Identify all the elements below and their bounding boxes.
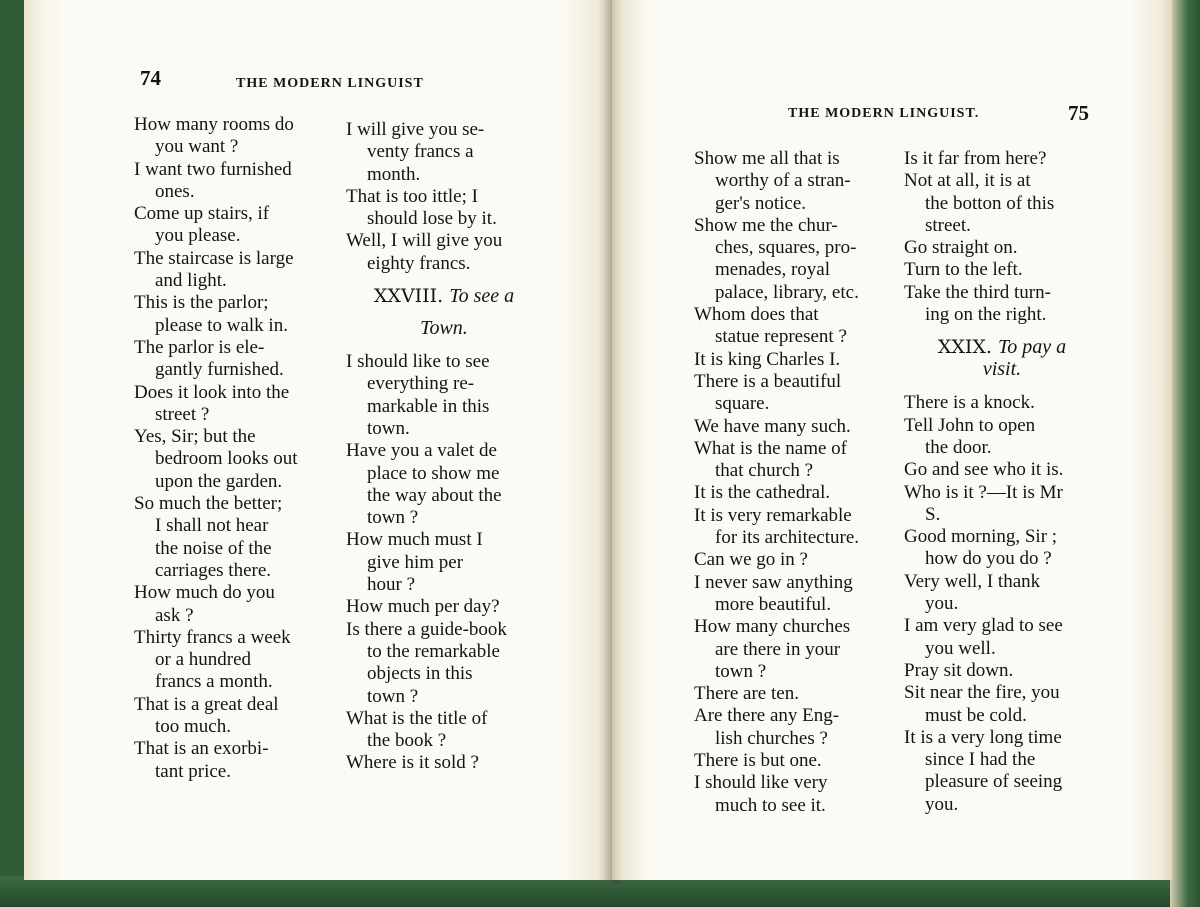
phrase-entry <box>134 292 330 337</box>
phrase-line: Pray sit down. <box>904 659 1014 681</box>
phrase-line: Turn to the left. <box>904 259 1023 281</box>
phrase-line: Where is it sold ? <box>346 752 479 774</box>
phrase-entry <box>134 426 330 493</box>
running-head: THE MODERN LINGUIST. <box>788 106 980 121</box>
section-title-line2: Town. <box>420 317 468 340</box>
phrase-entry <box>134 493 330 582</box>
phrase-line: you. <box>925 593 959 615</box>
phrase-entry <box>346 119 542 186</box>
phrase-line: Go straight on. <box>904 237 1018 259</box>
phrase-line: you please. <box>155 225 241 247</box>
phrase-entry <box>134 738 330 783</box>
phrase-entry <box>346 186 542 231</box>
phrase-entry <box>694 572 894 617</box>
phrase-line: that church ? <box>715 460 814 482</box>
phrase-line: Show me the chur- <box>694 214 838 236</box>
phrase-entry <box>346 596 542 618</box>
section-number: XXIX. <box>937 336 992 359</box>
phrase-line: Sit near the fire, you <box>904 682 1060 704</box>
phrase-line: How much per day? <box>346 596 500 618</box>
phrase-line: statue represent ? <box>715 326 847 348</box>
phrase-line: worthy of a stran- <box>715 170 851 192</box>
phrase-line: the botton of this <box>925 192 1055 214</box>
phrase-line: How many rooms do <box>134 114 294 135</box>
phrase-entry <box>904 392 1100 414</box>
phrase-line: Are there any Eng- <box>694 705 840 727</box>
phrase-line: How many churches <box>694 616 851 638</box>
phrase-line: There is a beautiful <box>694 370 842 392</box>
phrase-line: Very well, I thank <box>904 570 1041 592</box>
page-number: 74 <box>140 66 161 90</box>
phrase-entry <box>346 230 542 275</box>
phrase-line: the noise of the <box>155 537 272 559</box>
phrase-line: What is the name of <box>694 437 848 459</box>
phrase-line: tant price. <box>155 760 231 782</box>
phrase-entry <box>346 529 542 596</box>
phrase-line: Who is it ?—It is Mr <box>904 481 1063 503</box>
phrase-line: Yes, Sir; but the <box>134 426 256 448</box>
phrase-entry <box>904 459 1100 481</box>
phrase-entry <box>134 582 330 627</box>
section-title-line1: To pay a <box>998 336 1067 359</box>
phrase-line: francs a month. <box>155 671 273 693</box>
section-title-line2: visit. <box>982 358 1022 381</box>
phrase-line: please to walk in. <box>155 314 288 336</box>
phrase-entry <box>134 694 330 739</box>
left-page <box>24 0 612 880</box>
phrase-entry <box>694 505 894 550</box>
phrase-line: much to see it. <box>715 794 826 816</box>
phrase-entry <box>694 148 894 215</box>
phrase-line: I want two furnished <box>134 158 292 180</box>
phrase-line: town ? <box>367 507 419 529</box>
phrase-line: square. <box>715 393 770 415</box>
phrase-line: upon the garden. <box>155 470 283 492</box>
phrase-line: for its architecture. <box>715 527 860 549</box>
phrase-line: Go and see who it is. <box>904 459 1064 481</box>
phrase-line: bedroom looks out <box>155 448 298 470</box>
phrase-line: to the remarkable <box>367 640 500 662</box>
section-heading-xxix <box>904 336 1100 380</box>
phrase-entry <box>134 159 330 204</box>
phrase-line: I should like very <box>694 772 828 794</box>
phrase-entry <box>694 705 894 750</box>
phrase-entry <box>694 750 894 772</box>
phrase-line: you well. <box>925 637 996 659</box>
phrase-entry <box>694 304 894 349</box>
phrase-line: We have many such. <box>694 415 851 437</box>
phrase-entry <box>346 619 542 708</box>
phrase-line: That is an exorbi- <box>134 738 269 760</box>
phrase-line: more beautiful. <box>715 593 832 615</box>
phrase-entry <box>694 438 894 483</box>
phrase-line: eighty francs. <box>367 252 471 274</box>
phrase-line: It is very remarkable <box>694 504 852 526</box>
left-column-2-entries-continued <box>346 351 542 775</box>
phrase-line: I shall not hear <box>155 515 269 537</box>
phrase-entry <box>134 248 330 293</box>
left-column-2 <box>346 119 542 775</box>
phrase-line: So much the better; <box>134 493 283 515</box>
phrase-line: ger's notice. <box>715 192 807 214</box>
phrase-entry <box>904 682 1100 727</box>
phrase-line: I am very glad to see <box>904 615 1063 637</box>
phrase-line: I will give you se- <box>346 119 485 140</box>
phrase-line: menades, royal <box>715 259 831 281</box>
phrase-line: That is a great deal <box>134 693 279 715</box>
phrase-line: Thirty francs a week <box>134 626 291 648</box>
running-head: THE MODERN LINGUIST <box>236 76 424 91</box>
phrase-entry <box>904 727 1100 816</box>
phrase-entry <box>904 571 1100 616</box>
phrase-line: give him per <box>367 551 464 573</box>
phrase-line: place to show me <box>367 462 500 484</box>
phrase-entry <box>694 416 894 438</box>
phrase-line: month. <box>367 163 421 185</box>
phrase-line: Not at all, it is at <box>904 170 1031 192</box>
phrase-line: It is king Charles I. <box>694 348 841 370</box>
phrase-line: There is a knock. <box>904 392 1035 414</box>
phrase-line: the book ? <box>367 730 447 752</box>
phrase-line: I should like to see <box>346 351 490 373</box>
phrase-entry <box>904 148 1100 170</box>
phrase-line: ing on the right. <box>925 304 1047 326</box>
phrase-line: Does it look into the <box>134 381 290 403</box>
phrase-entry <box>134 337 330 382</box>
phrase-line: the way about the <box>367 484 502 506</box>
right-column-1 <box>694 148 894 817</box>
phrase-entry <box>694 549 894 571</box>
phrase-line: Have you a valet de <box>346 440 497 462</box>
phrase-line: Show me all that is <box>694 148 840 169</box>
phrase-line: Well, I will give you <box>346 230 503 252</box>
phrase-line: The staircase is large <box>134 247 294 269</box>
phrase-line: venty francs a <box>367 141 474 163</box>
phrase-line: Is it far from here? <box>904 148 1047 169</box>
phrase-line: This is the parlor; <box>134 292 269 314</box>
phrase-line: the door. <box>925 436 992 458</box>
phrase-line: palace, library, etc. <box>715 281 859 303</box>
phrase-entry <box>904 526 1100 571</box>
phrase-line: town. <box>367 417 410 439</box>
phrase-line: should lose by it. <box>367 208 497 230</box>
phrase-line: town ? <box>715 660 767 682</box>
phrase-line: Is there a guide-book <box>346 618 507 640</box>
phrase-line: Tell John to open <box>904 414 1036 436</box>
phrase-entry <box>904 237 1100 259</box>
phrase-entry <box>694 772 894 817</box>
phrase-line: What is the title of <box>346 707 488 729</box>
phrase-entry <box>904 482 1100 527</box>
phrase-entry <box>134 382 330 427</box>
phrase-line: street. <box>925 214 971 236</box>
phrase-line: pleasure of seeing <box>925 771 1063 793</box>
phrase-entry <box>904 615 1100 660</box>
phrase-line: There are ten. <box>694 683 799 705</box>
phrase-line: street ? <box>155 403 210 425</box>
phrase-line: It is the cathedral. <box>694 482 831 504</box>
phrase-line: town ? <box>367 685 419 707</box>
right-column-2-entries <box>904 148 1100 326</box>
phrase-entry <box>346 752 542 774</box>
phrase-line: hour ? <box>367 574 416 596</box>
phrase-line: carriages there. <box>155 559 272 581</box>
phrase-line: How much do you <box>134 582 275 604</box>
phrase-entry <box>904 259 1100 281</box>
phrase-line: you want ? <box>155 136 239 158</box>
phrase-line: Come up stairs, if <box>134 203 270 225</box>
section-title-line1: To see a <box>449 285 515 308</box>
phrase-line: I never saw anything <box>694 571 853 593</box>
phrase-entry <box>134 114 330 159</box>
phrase-line: ask ? <box>155 604 194 626</box>
phrase-line: There is but one. <box>694 750 822 772</box>
phrase-entry <box>694 616 894 683</box>
phrase-entry <box>346 708 542 753</box>
phrase-entry <box>904 415 1100 460</box>
phrase-entry <box>904 282 1100 327</box>
phrase-entry <box>694 349 894 371</box>
phrase-line: Whom does that <box>694 304 819 326</box>
phrase-entry <box>694 482 894 504</box>
phrase-line: ones. <box>155 180 195 202</box>
phrase-line: too much. <box>155 716 231 738</box>
phrase-entry <box>694 371 894 416</box>
phrase-line: How much must I <box>346 529 483 551</box>
phrase-entry <box>134 203 330 248</box>
right-page <box>612 0 1172 880</box>
phrase-line: since I had the <box>925 749 1036 771</box>
phrase-line: or a hundred <box>155 649 252 671</box>
left-column-1 <box>134 114 330 783</box>
phrase-line: must be cold. <box>925 704 1027 726</box>
phrase-entry <box>134 627 330 694</box>
phrase-line: That is too ittle; I <box>346 185 478 207</box>
phrase-line: are there in your <box>715 638 841 660</box>
section-number: XXVIII. <box>373 285 444 308</box>
phrase-entry <box>346 440 542 529</box>
phrase-line: The parlor is ele- <box>134 336 265 358</box>
left-column-2-entries <box>346 119 542 275</box>
phrase-line: S. <box>925 503 941 525</box>
phrase-line: ches, squares, pro- <box>715 237 857 259</box>
phrase-line: markable in this <box>367 395 490 417</box>
phrase-line: gantly furnished. <box>155 359 284 381</box>
phrase-entry <box>346 351 542 440</box>
book-cover-side <box>1170 0 1200 907</box>
phrase-entry <box>694 215 894 304</box>
phrase-line: lish churches ? <box>715 727 828 749</box>
phrase-line: everything re- <box>367 373 475 395</box>
section-heading-xxviii <box>346 285 542 339</box>
phrase-line: objects in this <box>367 663 473 685</box>
phrase-line: how do you do ? <box>925 548 1052 570</box>
phrase-line: Can we go in ? <box>694 549 808 571</box>
phrase-line: you. <box>925 793 959 815</box>
phrase-line: and light. <box>155 270 227 292</box>
phrase-line: Take the third turn- <box>904 281 1051 303</box>
page-number: 75 <box>1068 101 1089 125</box>
phrase-entry <box>904 170 1100 237</box>
right-column-2 <box>904 148 1100 816</box>
phrase-line: Good morning, Sir ; <box>904 526 1058 548</box>
phrase-line: It is a very long time <box>904 726 1062 748</box>
phrase-entry <box>904 660 1100 682</box>
right-column-2-entries-continued <box>904 392 1100 816</box>
phrase-entry <box>694 683 894 705</box>
